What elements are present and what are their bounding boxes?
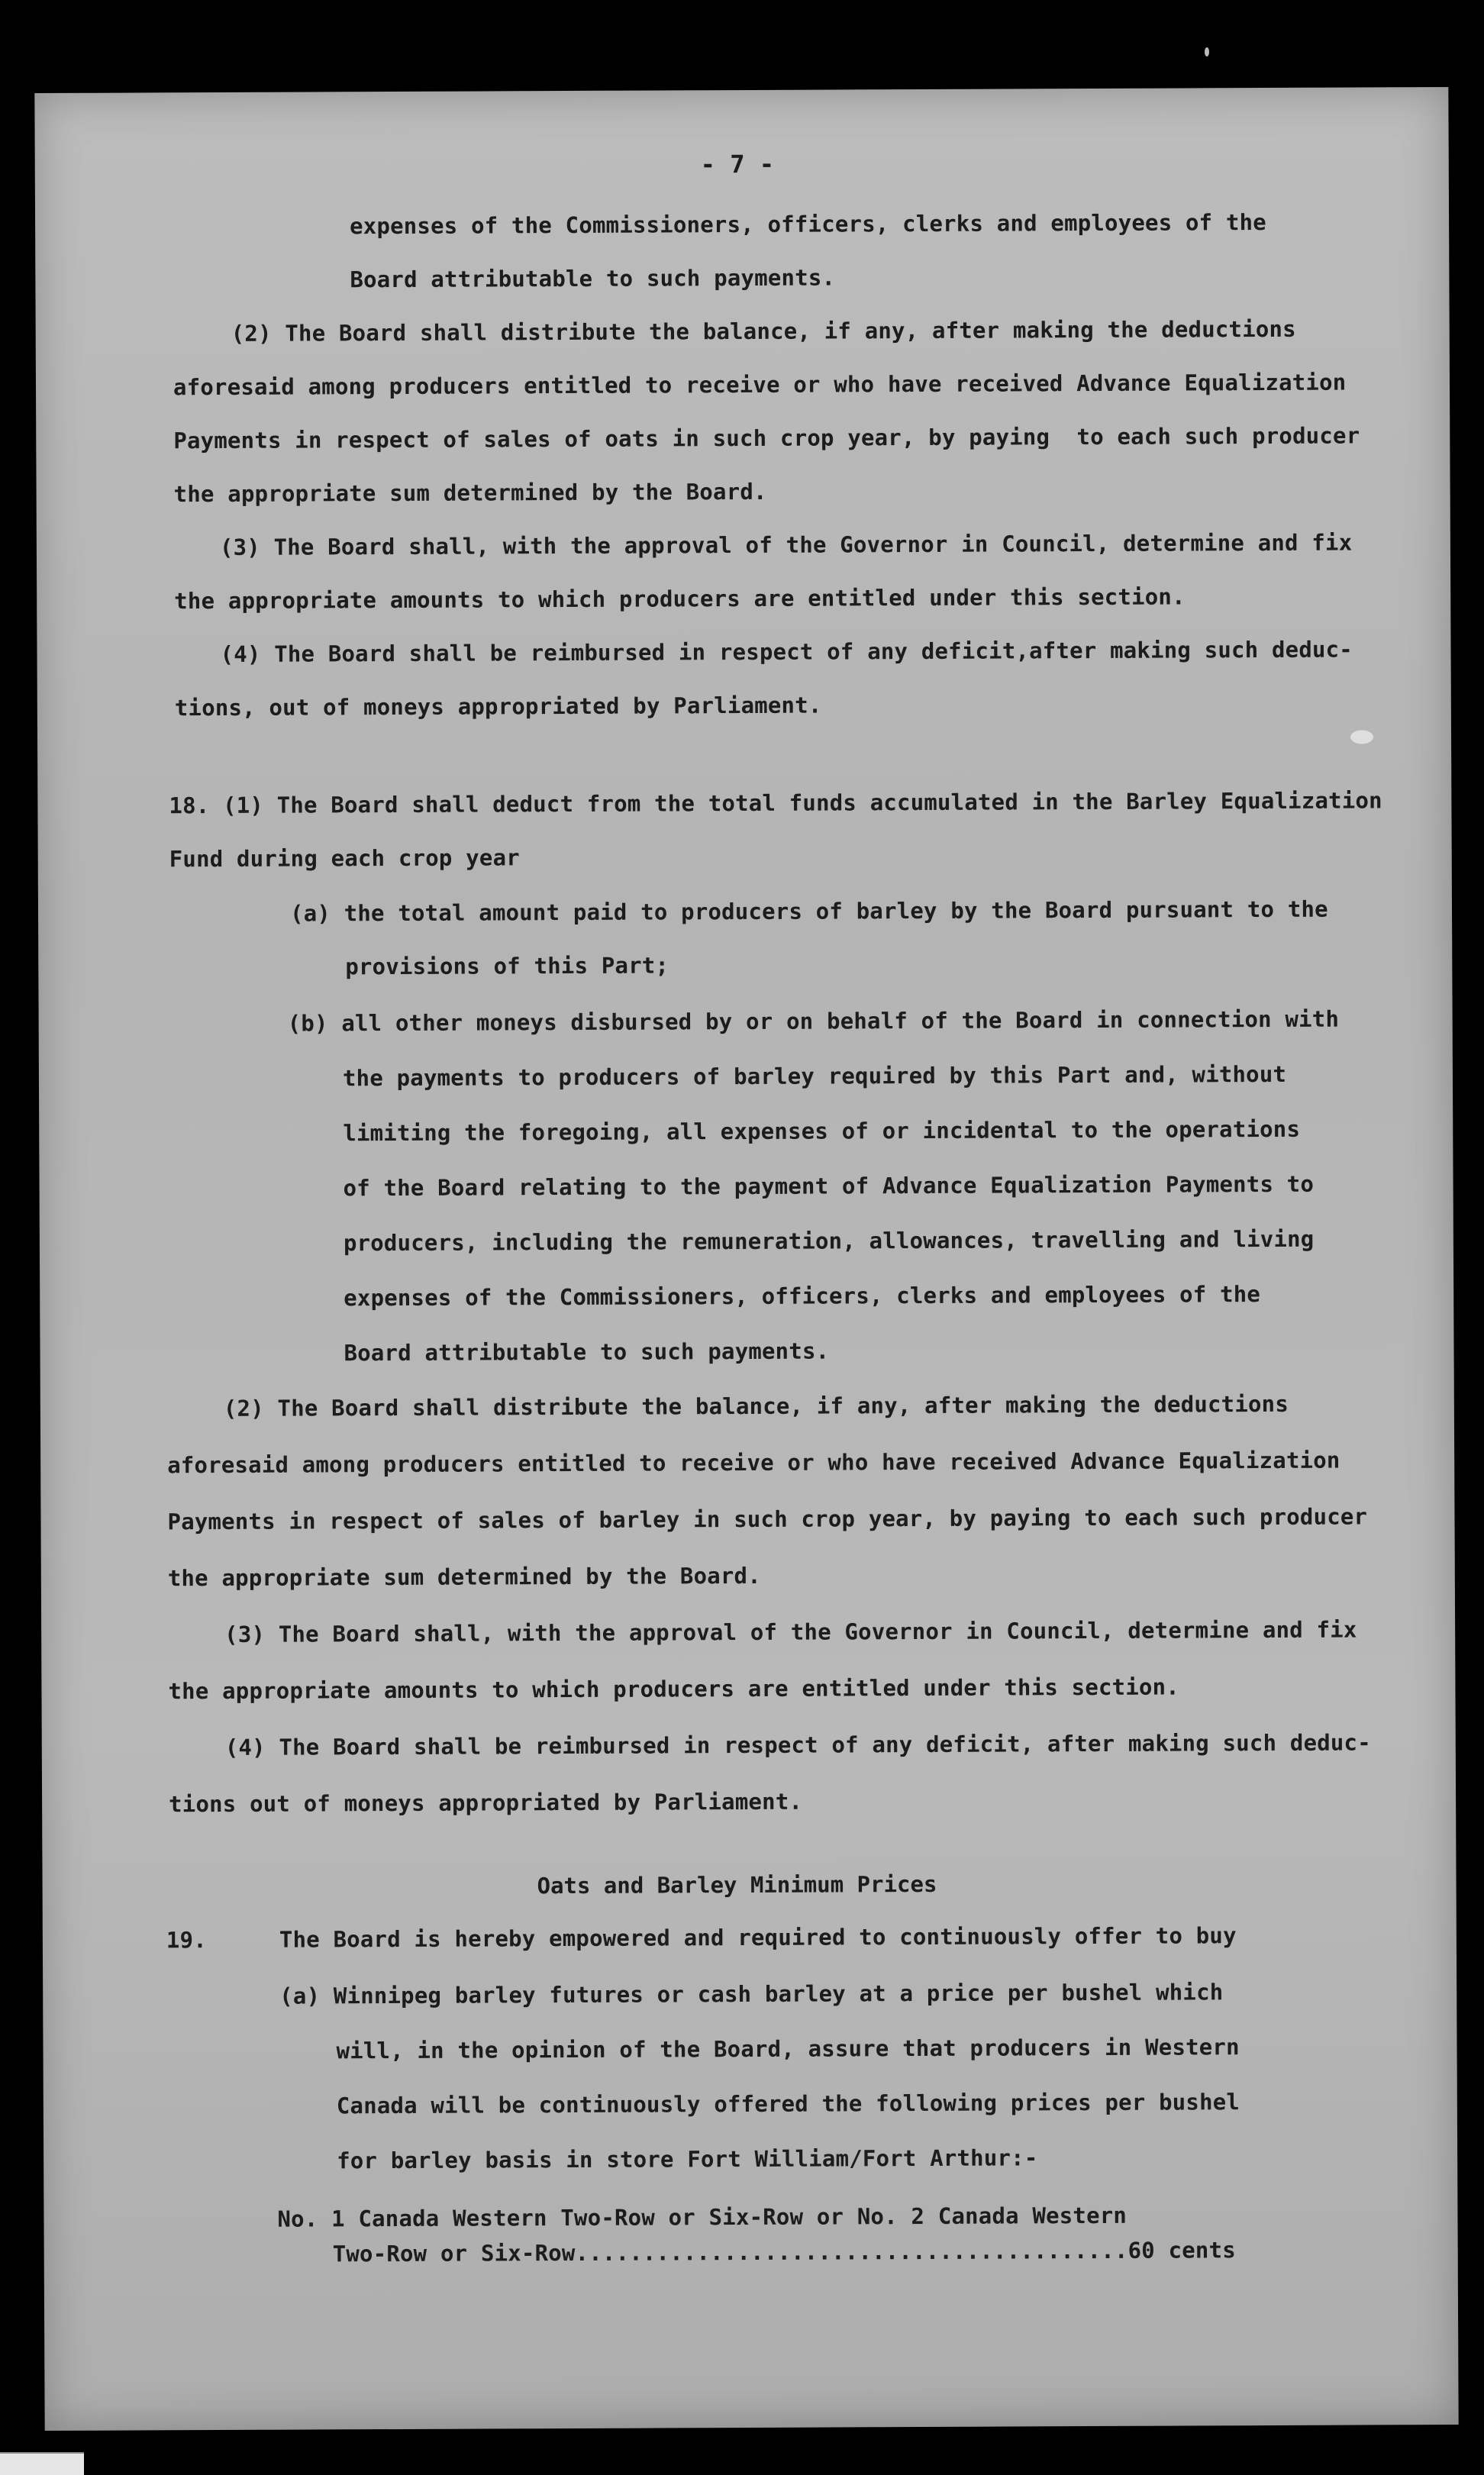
text-line: aforesaid among producers entitled to receive or who have received Advance Equalization bbox=[173, 369, 1347, 401]
text-line: (2) The Board shall distribute the balance, if any, after making the deductions bbox=[231, 315, 1296, 347]
text-line: the appropriate amounts to which producers are entitled under this section. bbox=[174, 583, 1186, 615]
text-line: tions, out of moneys appropriated by Parliament. bbox=[174, 692, 822, 721]
text-line: producers, including the remuneration, allowances, travelling and living bbox=[343, 1225, 1315, 1257]
document-page bbox=[34, 87, 1458, 2431]
text-line: Canada will be continuously offered the following prices per bushel bbox=[336, 2089, 1240, 2119]
section-heading: Oats and Barley Minimum Prices bbox=[537, 1870, 937, 1899]
text-line: the appropriate sum determined by the Board. bbox=[173, 478, 767, 508]
text-line: No. 1 Canada Western Two-Row or Six-Row or No. 2 Canada Western bbox=[277, 2202, 1128, 2232]
text-line: Board attributable to such payments. bbox=[350, 264, 836, 293]
text-line: Payments in respect of sales of oats in such crop year, by paying to each such producer bbox=[173, 422, 1360, 454]
text-line: Fund during each crop year bbox=[169, 844, 520, 873]
text-line: (a) the total amount paid to producers of barley by the Board pursuant to the bbox=[289, 895, 1328, 927]
text-line: the appropriate amounts to which producers are entitled under this section. bbox=[168, 1673, 1179, 1705]
text-line: The Board is hereby empowered and required to continuously offer to buy bbox=[279, 1922, 1237, 1953]
text-line: (b) all other moneys disbursed by or on behalf of the Board in connection with bbox=[287, 1005, 1340, 1037]
text-line: aforesaid among producers entitled to receive or who have received Advance Equalization bbox=[167, 1447, 1340, 1479]
text-line: (3) The Board shall, with the approval of the Governor in Council, determine and fix bbox=[224, 1616, 1357, 1647]
text-line: Board attributable to such payments. bbox=[344, 1338, 830, 1367]
text-line: the appropriate sum determined by the Board. bbox=[167, 1562, 761, 1592]
text-line: expenses of the Commissioners, officers, clerks and employees of the bbox=[350, 209, 1267, 240]
scan-speck bbox=[1205, 47, 1209, 56]
text-line: (3) The Board shall, with the approval of the Governor in Council, determine and fix bbox=[219, 529, 1353, 561]
section-number: 19. bbox=[166, 1927, 207, 1954]
page-number: - 7 - bbox=[700, 149, 775, 179]
paper-blemish bbox=[1350, 730, 1373, 744]
text-line: expenses of the Commissioners, officers, clerks and employees of the bbox=[344, 1281, 1261, 1312]
text-line: tions out of moneys appropriated by Parliament. bbox=[169, 1788, 803, 1818]
text-line: provisions of this Part; bbox=[345, 952, 669, 980]
section-18-line: 18. (1) The Board shall deduct from the total funds accumulated in the Barley Equalization bbox=[169, 787, 1382, 819]
text-line: of the Board relating to the payment of Advance Equalization Payments to bbox=[343, 1170, 1315, 1202]
film-edge bbox=[0, 2452, 84, 2475]
text-line: (2) The Board shall distribute the balance, if any, after making the deductions bbox=[223, 1390, 1289, 1421]
text-line: the payments to producers of barley required by this Part and, without bbox=[342, 1060, 1287, 1092]
text-line: Payments in respect of sales of barley in such crop year, by paying to each such producer bbox=[167, 1503, 1368, 1535]
text-line: (a) Winnipeg barley futures or cash barley at a price per bushel which bbox=[279, 1979, 1224, 2009]
text-line: will, in the opinion of the Board, assure that producers in Western bbox=[336, 2034, 1240, 2064]
text-line: limiting the foregoing, all expenses of or incidental to the operations bbox=[343, 1115, 1301, 1147]
text-line: for barley basis in store Fort William/Fort Arthur:- bbox=[337, 2144, 1038, 2174]
price-line: Two-Row or Six-Row.........................................60 cents bbox=[332, 2237, 1236, 2267]
text-line: (4) The Board shall be reimbursed in respect of any deficit,after making such deduc- bbox=[220, 636, 1353, 668]
text-line: (4) The Board shall be reimbursed in respect of any deficit, after making such deduc- bbox=[224, 1729, 1371, 1760]
